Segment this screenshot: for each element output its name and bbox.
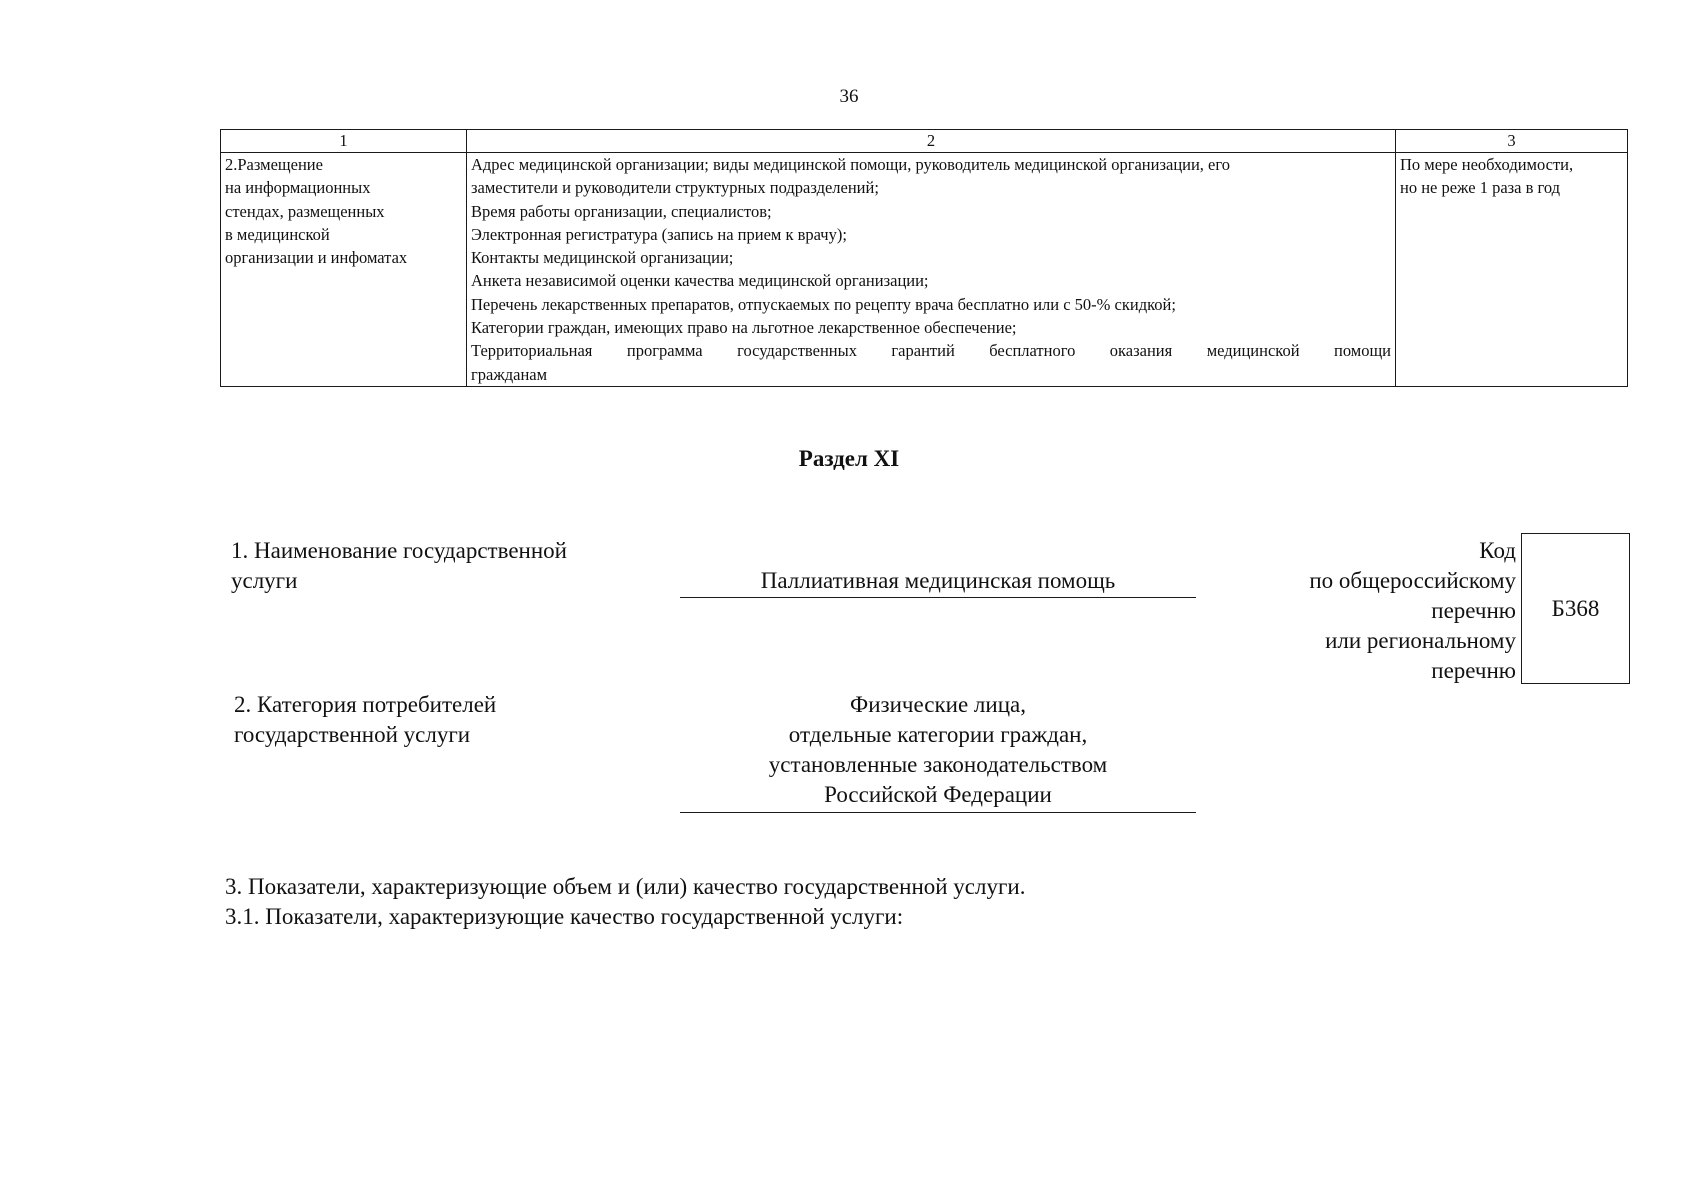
table-header-cell: 2 (467, 130, 1396, 153)
service-name-value: Паллиативная медицинская помощь (760, 568, 1116, 593)
consumer-category-label-line: государственной услуги (234, 722, 471, 747)
content-cell (467, 153, 1396, 387)
method-line: 2.Размещение (225, 155, 323, 174)
section-title: Раздел XI (798, 446, 900, 471)
content-line: Перечень лекарственных препаратов, отпускаемых по рецепту врача бесплатно или с 50-% скидкой; (471, 294, 1176, 314)
frequency-line: По мере необходимости, (1400, 155, 1574, 174)
indicators-heading (225, 872, 1026, 932)
method-line: организации и инфоматах (225, 248, 408, 268)
method-line: в медицинской (225, 224, 330, 244)
consumer-category-label (234, 690, 496, 750)
table-row (221, 153, 1628, 387)
service-name-label-line: 1. Наименование государственной (231, 538, 567, 563)
method-line: стендах, размещенных (225, 201, 385, 221)
frequency-line: но не реже 1 раза в год (1400, 178, 1561, 198)
content-line: Время работы организации, специалистов; (471, 201, 772, 221)
code-label-line: по общероссийскому (1309, 568, 1516, 593)
indicators-line-1: 3. Показатели, характеризующие объем и (или) качество государственной услуги. (225, 874, 1026, 899)
page-number: 36 (839, 86, 859, 107)
code-label-line: Код (1479, 538, 1516, 563)
consumer-category-value-line: установленные законодательством (768, 752, 1108, 777)
code-label-line: или региональному (1325, 628, 1516, 653)
consumer-category-value (680, 690, 1196, 810)
consumer-category-label-line: 2. Категория потребителей (234, 692, 497, 717)
table-header-cell: 1 (221, 130, 467, 153)
consumer-category-value-line: Физические лица, (850, 692, 1026, 717)
consumer-category-underline (680, 812, 1196, 813)
code-label-line: перечню (1431, 598, 1516, 623)
code-label-line: перечню (1431, 658, 1516, 683)
consumer-category-value-line: Российской Федерации (824, 782, 1052, 807)
code-value: Б368 (1551, 595, 1600, 621)
code-label (1200, 536, 1516, 686)
content-line: Территориальная программа государственных гарантий бесплатного оказания медицинской помощи (471, 341, 1391, 361)
indicators-line-2: 3.1. Показатели, характеризующие качество государственной услуги: (225, 904, 904, 929)
service-name-label (231, 536, 567, 596)
info-placement-table (220, 129, 1628, 387)
method-cell (221, 153, 467, 387)
content-line: Адрес медицинской организации; виды медицинской помощи, руководитель медицинской организации, его (471, 155, 1230, 174)
content-line: заместители и руководители структурных подразделений; (471, 178, 879, 198)
table-header-row (221, 130, 1628, 153)
consumer-category-value-line: отдельные категории граждан, (788, 722, 1088, 747)
content-line: Категории граждан, имеющих право на льготное лекарственное обеспечение; (471, 318, 1017, 338)
content-line: Электронная регистратура (запись на прием к врачу); (471, 224, 847, 244)
service-name-label-line: услуги (231, 568, 298, 593)
frequency-cell (1396, 153, 1628, 387)
table-header-cell: 3 (1396, 130, 1628, 153)
content-line: Анкета независимой оценки качества медицинской организации; (471, 271, 929, 291)
content-line: Контакты медицинской организации; (471, 248, 734, 268)
content-line: гражданам (471, 364, 548, 384)
code-box (1521, 533, 1630, 684)
method-line: на информационных (225, 178, 371, 198)
service-name-underline (680, 597, 1196, 598)
